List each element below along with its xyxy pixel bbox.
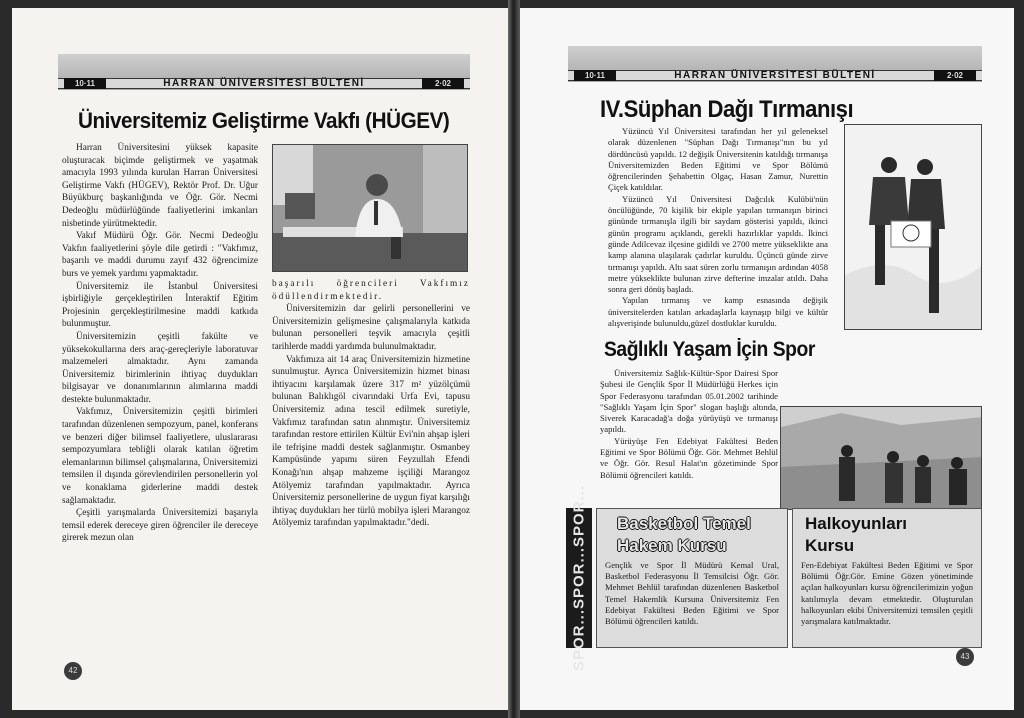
bulletin-title-left: HARRAN ÜNİVERSİTESİ BÜLTENİ: [163, 78, 365, 89]
hugev-paragraph: başarılı öğrencileri Vakfımız ödüllendirmektedir.: [272, 279, 470, 302]
right-page: [520, 8, 1014, 710]
saglikli-yasam-title: Sağlıklı Yaşam İçin Spor: [604, 338, 815, 361]
office-photo-illustration: [273, 145, 468, 272]
halkoyunlari-text: Fen-Edebiyat Fakültesi Beden Eğitimi ve Spor Bölümü Öğr.Gör. Emine Gözen yönetiminde açılan halkoyunları kursu öğrencilerimizin yoğun katılımıyla devam etmektedir. Oluşturulan halkoyunları ekibi Üniversitemizi temsilen çeşitli yarışmalara katılmaktadır.: [801, 560, 973, 627]
left-page: [12, 8, 508, 710]
hugev-column-1: [62, 142, 258, 646]
halkoyunlari-title-line2: Kursu: [805, 536, 855, 555]
issue-tag-left: 10·11: [64, 78, 106, 89]
issue-tag-right: 2·02: [422, 78, 464, 89]
halkoyunlari-kursu-box: [792, 508, 982, 648]
director-photo: [272, 144, 468, 272]
hugev-paragraph: Vakfımız, Üniversitemizin çeşitli birimleri tarafından düzenlenen sempozyum, panel, konferans ve benzeri diğer bilimsel faaliyetlere, uluslararası sempozyumlara tebliğli olarak katılan öğretim elemanlarının bilimsel çalışmalarına, Üniversitemizi temsilen il dışında görevlendirilen personellerin yol ve konaklama giderlerine maddi destek sağlamaktadır.: [62, 407, 258, 506]
hugev-paragraph: Üniversitemizin çeşitli fakülte ve yüksekokullarına ders araç-gereçleriyle laboratuvar malzemeleri almaktadır. Aynı zamanda Üniversitemiz birimlerinin ihtiyaç duydukları bilgisayar ve donanımlarının alımlarına maddi destekte bulunmaktadır.: [62, 331, 258, 405]
mountain-summit-illustration: [845, 125, 982, 330]
hugev-paragraph: Üniversitemiz ile İstanbul Üniversitesi işbirliğiyle gerçekleştirilen İnteraktif Eğitim Projesinin gerçekleştirilmesine maddi katkıda bulunmuştur.: [62, 281, 258, 330]
header-bar-right: [568, 70, 982, 81]
spor-vertical-label: [566, 484, 592, 672]
hugev-column-2: [272, 278, 470, 648]
suphan-paragraph: Yüzüncü Yıl Üniversitesi Dağcılık Kulübü'nün öncülüğünde, 70 kişilik bir ekiple yapılan tırmanışın birinci gününde tırmanışla ilgili bir saydam gösterisi yapıldı, ikinci günün programı açıklandı, gerekli hazırlıklar yapıldı. İkinci günde Adilcevaz ilçesine gidildi ve 2700 metre yükseklikte ana kamp alanına ulaşılarak çadırlar kuruldu. Üçüncü günde zirve tırmanışı yapıldı. Altı saat süren zorlu tırmanışın ardından 4058 metre yükseklikte bulunan zirve defterine imzalar atıldı. Daha sonra geri dönüş başladı.: [608, 193, 828, 295]
suphan-text: [608, 126, 828, 344]
saglikli-paragraph: Üniversitemiz Sağlık-Kültür-Spor Dairesi Spor Şubesi ile Gençlik Spor İl Müdürlüğü Herkes için Spor Federasyonu tarafından 05.01.2002 tarihinde "Sağlıklı Yaşam İçin Spor" slogan başlığı altında, Siverek Karacadağ'a doğa yürüyüşü ve tırmanışı yapıldı.: [600, 368, 778, 435]
basketbol-title-line2: Hakem Kursu: [617, 536, 727, 555]
hugev-paragraph: Harran Üniversitesini yüksek kapasite oluşturacak biçimde geliştirmek ve yaşatmak amacıyla 1993 yılında kurulan Harran Üniversitesi Geliştirme Vakfı (HÜGEV), Rektör Prof. Dr. Uğur Büyükburç başkanlığında ve Öğr. Gör. Necmi Dedeoğlu müdürlüğünde faaliyetlerini imkanları nisbetinde yürütmektedir.: [62, 143, 258, 229]
hugev-title: Üniversitemiz Geliştirme Vakfı (HÜGEV): [78, 108, 450, 133]
hugev-paragraph: Üniversitemizin dar gelirli personellerini ve Üniversitemizin gelişmesine çalışmalarıyla katkıda bulunan personelleri teşvik amacıyla çeşitli tarihlerde maddi yardımda bulunulmaktadır.: [272, 304, 470, 352]
saglikli-yasam-text: [600, 368, 778, 508]
issue-tag-left: 10·11: [574, 70, 616, 81]
climbers-photo: [844, 124, 982, 330]
header-bar-left: [58, 78, 470, 89]
hugev-paragraph: Çeşitli yarışmalarda Üniversitemizi başarıyla temsil ederek dereceye giren öğrenciler ile dereceye girerek mezun olan: [62, 508, 258, 544]
hikers-photo: [780, 406, 982, 510]
book-spine: [508, 0, 520, 718]
hiking-group-illustration: [781, 407, 982, 510]
suphan-paragraph: Yüzüncü Yıl Üniversitesi tarafından her yıl geleneksel olarak düzenlenen "Süphan Dağı Tırmanışı"nın bu yıl dördüncüsü yapıldı. 12 değişik Üniversitenin katıldığı tırmanışa Üniversitemizden Beden Eğitimi ve Spor Bölümü öğrencilerinden Şehabettin Olgaç, Hasan Zamur, Nurettin Çiçek katıldılar.: [608, 126, 828, 193]
hugev-paragraph: Vakıf Müdürü Öğr. Gör. Necmi Dedeoğlu Vakfın faaliyetlerini şöyle dile getirdi : "Vakfımız, başarılı ve maddi durumu zayıf 432 öğrencimize burs ve yemek yardımı yapmaktadır.: [62, 231, 258, 279]
page-number-right: 43: [956, 648, 974, 666]
suphan-paragraph: Yapılan tırmanış ve kamp esnasında değişik üniversitelerden katılan arkadaşlarla kaynaşıp bilgi ve kültür alışverişinde bulunuldu,güzel dostluklar kuruldu.: [608, 295, 828, 329]
basketbol-text: Gençlik ve Spor İl Müdürü Kemal Ural, Basketbol Federasyonu İl Temsilcisi Öğr. Gör. Mehmet Behlül tarafından düzenlenen Basketbol Temel Hakemlik Kursuna Üniversitemiz Fen Edebiyat Fakültesi Beden Eğitimi ve Spor Bölümü öğrencileri katıldı.: [605, 560, 779, 627]
halkoyunlari-title-line1: Halkoyunları: [805, 514, 908, 533]
hugev-paragraph: Vakfımıza ait 14 araç Üniversitemizin hizmetine sunulmuştur. Ayrıca Üniversitemizin hizmet binası ihtiyacını karşılamak üzere 317 m² yüzölçümü bulunan Balıklıgöl civarındaki Urfa Evi, tapusu Üniversitemiz adına tescil edilmek suretiyle, Vakfımız tarafından satın alınmıştır. Üniversitemiz tarafından restore ettirilen Kültür Evi'nin ahşap işleri ile tefrişine maddi destek sağlanmıştır. Osmanbey Kampüsünde yapımı süren Feyzullah Efendi Konağı'nın ahşap mahzeme işçiliği Marangoz Atölyemiz tarafından yapılmaktadır. Ayrıca Üniversitemiz personellerine de uygun fiyat karşılığı ihtiyaç duydukları her türlü mobilya işleri Marangoz Atölyemiz tarafından yapılmaktadır."dedi.: [272, 354, 470, 529]
spor-vertical-text: SPOR...SPOR...SPOR...: [570, 484, 588, 672]
suphan-title: IV.Süphan Dağı Tırmanışı: [600, 96, 854, 123]
saglikli-paragraph: Yürüyüşe Fen Edebiyat Fakültesi Beden Eğitimi ve Spor Bölümü Öğr. Gör. Mehmet Behlül ve Öğr. Gör. Resul Halat'ın gözetiminde Spor Bölümü öğrencileri katıldı.: [600, 435, 778, 480]
issue-tag-right: 2·02: [934, 70, 976, 81]
page-number-left: 42: [64, 662, 82, 680]
basketbol-kursu-box: [596, 508, 788, 648]
bulletin-title-right: HARRAN ÜNİVERSİTESİ BÜLTENİ: [674, 70, 876, 81]
basketbol-title-line1: Basketbol Temel: [617, 514, 751, 533]
